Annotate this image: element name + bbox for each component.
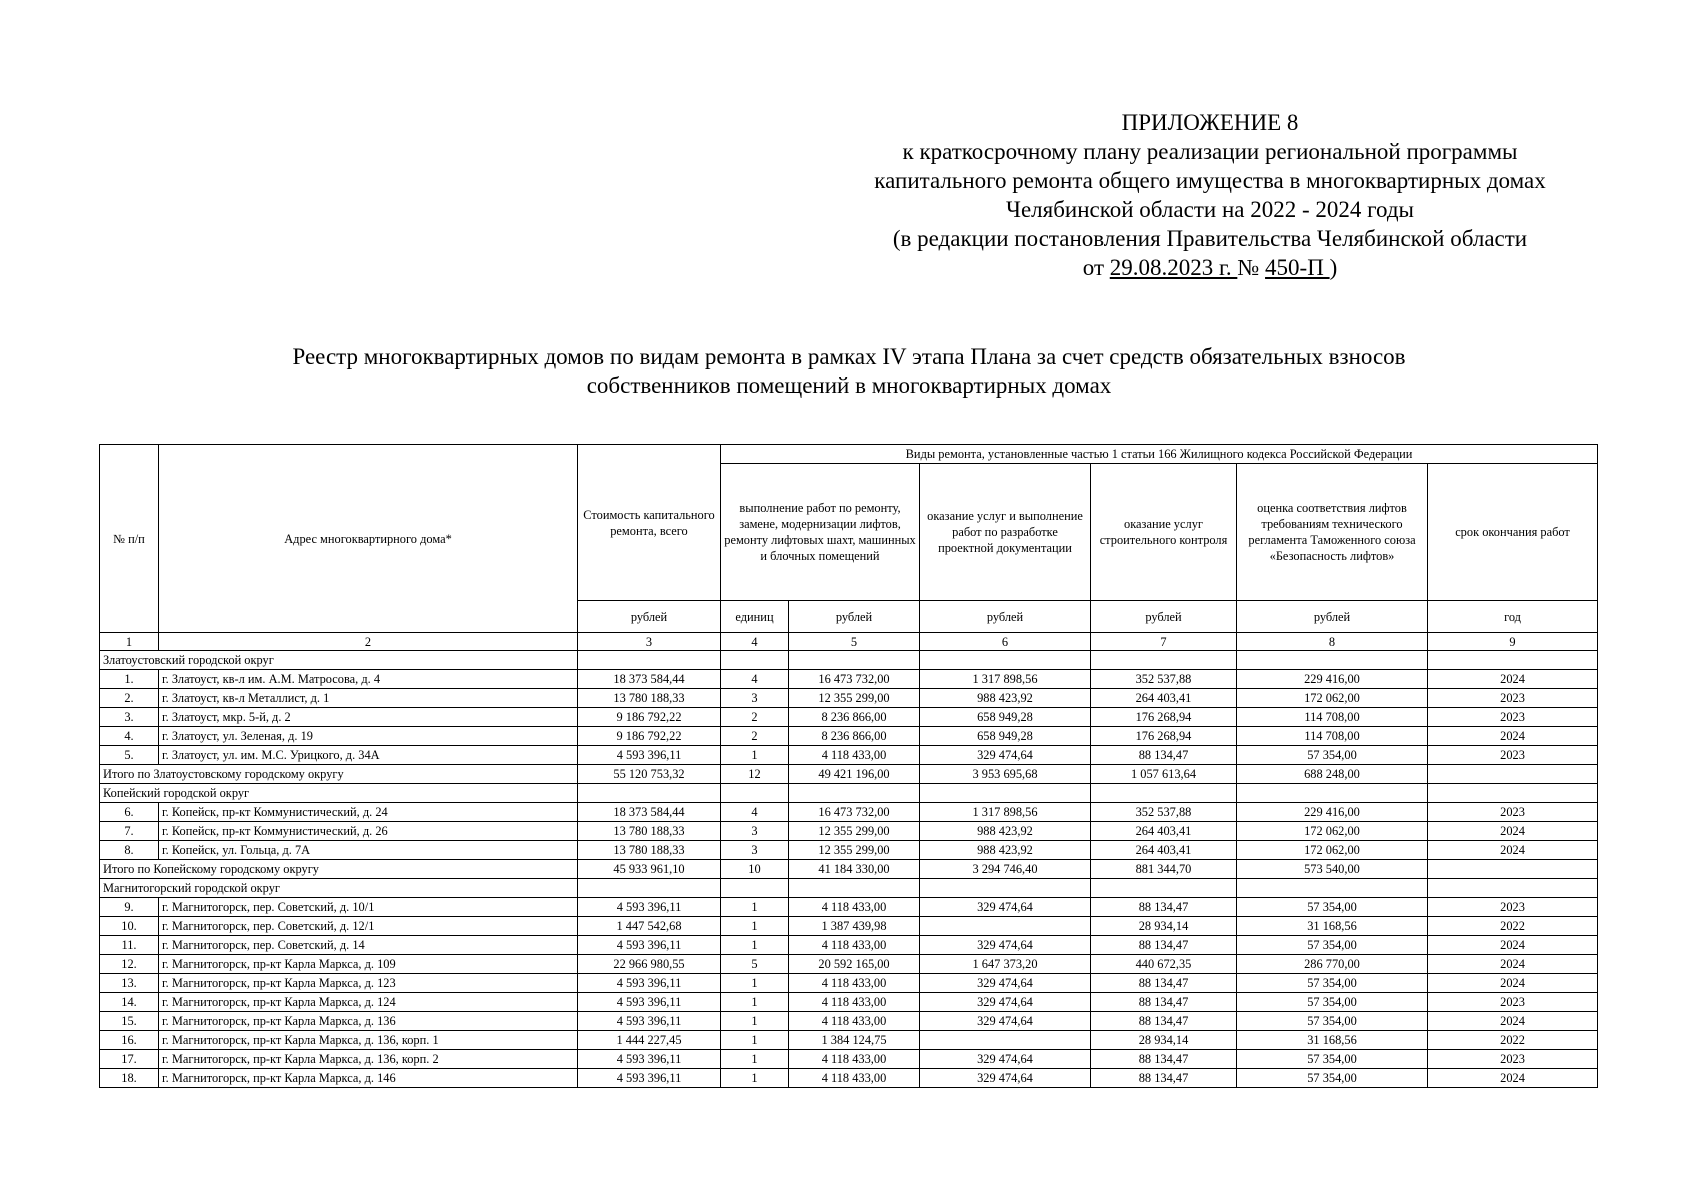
total-cell: 49 421 196,00 — [789, 765, 920, 784]
total-cell — [1428, 765, 1598, 784]
table-cell: 88 134,47 — [1091, 974, 1237, 993]
table-cell: г. Магнитогорск, пр-кт Карла Маркса, д. 123 — [159, 974, 578, 993]
table-cell: 2023 — [1428, 898, 1598, 917]
table-row — [100, 727, 1598, 746]
column-number: 1 — [100, 633, 159, 651]
empty-cell — [789, 651, 920, 670]
table-cell: 4 118 433,00 — [789, 746, 920, 765]
table-row — [100, 1050, 1598, 1069]
column-number: 9 — [1428, 633, 1598, 651]
total-label: Итого по Златоустовскому городскому округу — [100, 765, 578, 784]
table-cell: 1. — [100, 670, 159, 689]
table-cell: 88 134,47 — [1091, 746, 1237, 765]
table-cell: 28 934,14 — [1091, 1031, 1237, 1050]
table-cell: г. Златоуст, кв-л Металлист, д. 1 — [159, 689, 578, 708]
header-num: № п/п — [100, 445, 159, 633]
table-cell: 4 118 433,00 — [789, 1012, 920, 1031]
document-title-line-1: Реестр многоквартирных домов по видам ремонта в рамках IV этапа Плана за счет средств обязательных взносов — [292, 344, 1406, 369]
table-cell: 10. — [100, 917, 159, 936]
appendix-date-prefix: от — [1082, 255, 1110, 280]
table-cell: 4 593 396,11 — [578, 1050, 721, 1069]
table-cell: 1 — [721, 1050, 789, 1069]
appendix-line-4: Челябинской области на 2022 - 2024 годы — [1006, 197, 1414, 222]
table-cell: 329 474,64 — [920, 1050, 1091, 1069]
table-cell: 12 355 299,00 — [789, 689, 920, 708]
table-cell: 57 354,00 — [1237, 746, 1428, 765]
table-row — [100, 1012, 1598, 1031]
table-cell: 2 — [721, 727, 789, 746]
table-cell: 18. — [100, 1069, 159, 1088]
empty-cell — [920, 784, 1091, 803]
table-cell: 9 186 792,22 — [578, 708, 721, 727]
table-cell: 1 — [721, 993, 789, 1012]
empty-cell — [1091, 651, 1237, 670]
table-cell: 57 354,00 — [1237, 993, 1428, 1012]
appendix-line-5: (в редакции постановления Правительства Челябинской области — [892, 226, 1528, 251]
empty-cell — [789, 879, 920, 898]
table-cell: 12. — [100, 955, 159, 974]
table-cell: 4 — [721, 803, 789, 822]
table-cell: 18 373 584,44 — [578, 803, 721, 822]
empty-cell — [1428, 879, 1598, 898]
table-cell: г. Магнитогорск, пр-кт Карла Маркса, д. 136, корп. 2 — [159, 1050, 578, 1069]
table-cell: г. Копейск, пр-кт Коммунистический, д. 24 — [159, 803, 578, 822]
total-row — [100, 860, 1598, 879]
table-cell: 1 384 124,75 — [789, 1031, 920, 1050]
unit-lifts-work: рублей — [789, 601, 920, 633]
table-cell: г. Магнитогорск, пер. Советский, д. 10/1 — [159, 898, 578, 917]
table-cell: 2024 — [1428, 936, 1598, 955]
table-cell: 2 — [721, 708, 789, 727]
table-cell: 4 593 396,11 — [578, 1069, 721, 1088]
table-cell: 5. — [100, 746, 159, 765]
empty-cell — [1428, 784, 1598, 803]
table-cell: 176 268,94 — [1091, 727, 1237, 746]
table-cell: 13 780 188,33 — [578, 689, 721, 708]
total-label: Итого по Копейскому городскому округу — [100, 860, 578, 879]
unit-construction-control: рублей — [1091, 601, 1237, 633]
table-cell: 114 708,00 — [1237, 708, 1428, 727]
table-cell: 9. — [100, 898, 159, 917]
table-cell: г. Златоуст, кв-л им. А.М. Матросова, д. 4 — [159, 670, 578, 689]
header-deadline: срок окончания работ — [1428, 464, 1598, 601]
table-cell: 2023 — [1428, 746, 1598, 765]
header-address: Адрес многоквартирного дома* — [159, 445, 578, 633]
table-cell: 1 — [721, 936, 789, 955]
table-cell: 988 423,92 — [920, 841, 1091, 860]
table-cell: 3. — [100, 708, 159, 727]
table-cell: 1 444 227,45 — [578, 1031, 721, 1050]
table-cell: 3 — [721, 822, 789, 841]
table-row — [100, 670, 1598, 689]
table-cell: 4 593 396,11 — [578, 746, 721, 765]
total-cell: 881 344,70 — [1091, 860, 1237, 879]
appendix-date: 29.08.2023 г. — [1109, 255, 1238, 280]
table-cell: 5 — [721, 955, 789, 974]
table-cell: 31 168,56 — [1237, 917, 1428, 936]
total-cell: 55 120 753,32 — [578, 765, 721, 784]
unit-cost-total: рублей — [578, 601, 721, 633]
unit-lift-assessment: рублей — [1237, 601, 1428, 633]
table-cell: 2022 — [1428, 917, 1598, 936]
table-row — [100, 917, 1598, 936]
table-cell: 6. — [100, 803, 159, 822]
table-cell: 1 317 898,56 — [920, 803, 1091, 822]
empty-cell — [721, 651, 789, 670]
table-cell: 329 474,64 — [920, 1012, 1091, 1031]
table-cell: 12 355 299,00 — [789, 822, 920, 841]
total-cell: 12 — [721, 765, 789, 784]
table-cell: 4 118 433,00 — [789, 1050, 920, 1069]
table-cell: 176 268,94 — [1091, 708, 1237, 727]
table-row — [100, 974, 1598, 993]
table-cell: 4 593 396,11 — [578, 936, 721, 955]
table-cell: 1 — [721, 974, 789, 993]
table-cell: 4 118 433,00 — [789, 974, 920, 993]
table-row — [100, 689, 1598, 708]
table-cell: 1 — [721, 1031, 789, 1050]
table-cell: 172 062,00 — [1237, 689, 1428, 708]
table-cell: 2024 — [1428, 822, 1598, 841]
table-cell: 2022 — [1428, 1031, 1598, 1050]
table-cell: 1 — [721, 898, 789, 917]
empty-cell — [578, 651, 721, 670]
document-title — [0, 342, 1698, 400]
table-cell: 1 — [721, 1069, 789, 1088]
table-cell: 16 473 732,00 — [789, 803, 920, 822]
table-header — [100, 445, 1598, 651]
table-cell: 2023 — [1428, 1050, 1598, 1069]
table-cell: 658 949,28 — [920, 727, 1091, 746]
table-cell: 2024 — [1428, 1069, 1598, 1088]
table-cell: 4 593 396,11 — [578, 1012, 721, 1031]
table-cell: 229 416,00 — [1237, 803, 1428, 822]
empty-cell — [578, 879, 721, 898]
table-cell: 4 593 396,11 — [578, 993, 721, 1012]
table-cell: 16 473 732,00 — [789, 670, 920, 689]
table-cell: 31 168,56 — [1237, 1031, 1428, 1050]
table-cell: 114 708,00 — [1237, 727, 1428, 746]
empty-cell — [1237, 879, 1428, 898]
header-lift-assessment: оценка соответствия лифтов требованиям технического регламента Таможенного союза «Безопасность лифтов» — [1237, 464, 1428, 601]
table-cell: 11. — [100, 936, 159, 955]
document-title-line-2: собственников помещений в многоквартирных домах — [586, 373, 1112, 398]
table-cell: 88 134,47 — [1091, 993, 1237, 1012]
table-cell: 286 770,00 — [1237, 955, 1428, 974]
total-cell: 3 294 746,40 — [920, 860, 1091, 879]
empty-cell — [1428, 651, 1598, 670]
unit-lifts-count: единиц — [721, 601, 789, 633]
table-cell: 1 387 439,98 — [789, 917, 920, 936]
table-cell: 2. — [100, 689, 159, 708]
table-row — [100, 955, 1598, 974]
empty-cell — [1091, 879, 1237, 898]
table-cell: 57 354,00 — [1237, 936, 1428, 955]
table-cell: 264 403,41 — [1091, 841, 1237, 860]
table-row — [100, 898, 1598, 917]
unit-design-docs: рублей — [920, 601, 1091, 633]
table-cell: 1 647 373,20 — [920, 955, 1091, 974]
empty-cell — [920, 879, 1091, 898]
table-cell: 13 780 188,33 — [578, 841, 721, 860]
section-name: Магнитогорский городской округ — [100, 879, 578, 898]
column-number: 7 — [1091, 633, 1237, 651]
table-cell: 352 537,88 — [1091, 803, 1237, 822]
total-cell: 688 248,00 — [1237, 765, 1428, 784]
table-cell: г. Магнитогорск, пер. Советский, д. 12/1 — [159, 917, 578, 936]
empty-cell — [789, 784, 920, 803]
table-row — [100, 822, 1598, 841]
table-cell: 22 966 980,55 — [578, 955, 721, 974]
table-row — [100, 1031, 1598, 1050]
empty-cell — [721, 784, 789, 803]
header-construction-control: оказание услуг строительного контроля — [1091, 464, 1237, 601]
header-design-docs: оказание услуг и выполнение работ по разработке проектной документации — [920, 464, 1091, 601]
table-row — [100, 841, 1598, 860]
header-lifts-work: выполнение работ по ремонту, замене, модернизации лифтов, ремонту лифтовых шахт, машинных и блочных помещений — [721, 464, 920, 601]
header-repair-kinds: Виды ремонта, установленные частью 1 статьи 166 Жилищного кодекса Российской Федерации — [721, 445, 1598, 464]
section-row — [100, 784, 1598, 803]
table-row — [100, 746, 1598, 765]
table-cell: 329 474,64 — [920, 974, 1091, 993]
table-cell: г. Магнитогорск, пр-кт Карла Маркса, д. 109 — [159, 955, 578, 974]
table-cell: 352 537,88 — [1091, 670, 1237, 689]
total-cell: 41 184 330,00 — [789, 860, 920, 879]
table-cell: 2023 — [1428, 803, 1598, 822]
table-cell: 15. — [100, 1012, 159, 1031]
table-cell: 172 062,00 — [1237, 822, 1428, 841]
table-cell: 264 403,41 — [1091, 822, 1237, 841]
table-cell: 7. — [100, 822, 159, 841]
table-cell: 57 354,00 — [1237, 898, 1428, 917]
table-cell: 2024 — [1428, 974, 1598, 993]
table-cell: 88 134,47 — [1091, 1012, 1237, 1031]
table-cell: 14. — [100, 993, 159, 1012]
table-cell: 329 474,64 — [920, 898, 1091, 917]
table-cell: 13. — [100, 974, 159, 993]
table-cell: 2023 — [1428, 993, 1598, 1012]
table-row — [100, 936, 1598, 955]
appendix-number-sign: № — [1237, 255, 1266, 280]
table-cell: г. Магнитогорск, пр-кт Карла Маркса, д. 124 — [159, 993, 578, 1012]
appendix-line-6 — [760, 253, 1660, 282]
table-cell: г. Магнитогорск, пр-кт Карла Маркса, д. 136 — [159, 1012, 578, 1031]
table-cell: 4 118 433,00 — [789, 1069, 920, 1088]
table-cell: 1 — [721, 746, 789, 765]
table-row — [100, 1069, 1598, 1088]
table-cell: 88 134,47 — [1091, 1069, 1237, 1088]
table-cell: 57 354,00 — [1237, 1012, 1428, 1031]
table-cell: г. Магнитогорск, пер. Советский, д. 14 — [159, 936, 578, 955]
table-cell: 658 949,28 — [920, 708, 1091, 727]
appendix-line-3: капитального ремонта общего имущества в многоквартирных домах — [874, 168, 1546, 193]
table-cell: 329 474,64 — [920, 936, 1091, 955]
column-number: 8 — [1237, 633, 1428, 651]
table-cell: 329 474,64 — [920, 746, 1091, 765]
table-cell: 440 672,35 — [1091, 955, 1237, 974]
table-cell: г. Магнитогорск, пр-кт Карла Маркса, д. 136, корп. 1 — [159, 1031, 578, 1050]
appendix-resolution-number: 450-П — [1265, 255, 1330, 280]
table-cell: г. Златоуст, ул. Зеленая, д. 19 — [159, 727, 578, 746]
total-row — [100, 765, 1598, 784]
table-cell: 57 354,00 — [1237, 1050, 1428, 1069]
table-cell: г. Копейск, пр-кт Коммунистический, д. 26 — [159, 822, 578, 841]
total-cell: 10 — [721, 860, 789, 879]
section-name: Копейский городской округ — [100, 784, 578, 803]
table-cell: 988 423,92 — [920, 689, 1091, 708]
table-cell: г. Златоуст, ул. им. М.С. Урицкого, д. 34А — [159, 746, 578, 765]
unit-deadline: год — [1428, 601, 1598, 633]
table-cell: 8 236 866,00 — [789, 727, 920, 746]
table-cell — [920, 1031, 1091, 1050]
header-cost-total: Стоимость капитального ремонта, всего — [578, 445, 721, 601]
table-cell: г. Копейск, ул. Гольца, д. 7А — [159, 841, 578, 860]
empty-cell — [1237, 651, 1428, 670]
column-number: 2 — [159, 633, 578, 651]
table-cell: 2024 — [1428, 1012, 1598, 1031]
table-row — [100, 993, 1598, 1012]
table-cell: 264 403,41 — [1091, 689, 1237, 708]
table-cell: 8 236 866,00 — [789, 708, 920, 727]
table-cell: 988 423,92 — [920, 822, 1091, 841]
table-cell: 3 — [721, 841, 789, 860]
table-cell: 57 354,00 — [1237, 974, 1428, 993]
table-row — [100, 803, 1598, 822]
table-cell: 2023 — [1428, 689, 1598, 708]
section-name: Златоустовский городской округ — [100, 651, 578, 670]
table-cell: 4 — [721, 670, 789, 689]
total-cell: 573 540,00 — [1237, 860, 1428, 879]
registry-table — [99, 444, 1598, 1088]
column-number: 3 — [578, 633, 721, 651]
empty-cell — [920, 651, 1091, 670]
appendix-line-1: ПРИЛОЖЕНИЕ 8 — [1121, 110, 1299, 135]
table-cell: 4 593 396,11 — [578, 898, 721, 917]
total-cell: 3 953 695,68 — [920, 765, 1091, 784]
empty-cell — [1237, 784, 1428, 803]
table-cell: 4. — [100, 727, 159, 746]
table-cell: 1 317 898,56 — [920, 670, 1091, 689]
table-cell: 2024 — [1428, 670, 1598, 689]
empty-cell — [721, 879, 789, 898]
table-cell: 13 780 188,33 — [578, 822, 721, 841]
table-cell: 12 355 299,00 — [789, 841, 920, 860]
table-cell: 1 — [721, 917, 789, 936]
table-cell: 4 593 396,11 — [578, 974, 721, 993]
column-number: 6 — [920, 633, 1091, 651]
total-cell — [1428, 860, 1598, 879]
table-body — [100, 651, 1598, 1088]
table-cell: 57 354,00 — [1237, 1069, 1428, 1088]
table-cell: 2024 — [1428, 841, 1598, 860]
appendix-date-suffix: ) — [1329, 255, 1338, 280]
table-cell: 9 186 792,22 — [578, 727, 721, 746]
table-cell: 16. — [100, 1031, 159, 1050]
table-cell: 4 118 433,00 — [789, 993, 920, 1012]
table-cell: 2024 — [1428, 955, 1598, 974]
column-number: 5 — [789, 633, 920, 651]
table-cell: 28 934,14 — [1091, 917, 1237, 936]
table-cell: 17. — [100, 1050, 159, 1069]
table-cell — [920, 917, 1091, 936]
column-number: 4 — [721, 633, 789, 651]
table-cell: 229 416,00 — [1237, 670, 1428, 689]
total-cell: 45 933 961,10 — [578, 860, 721, 879]
table-cell: 88 134,47 — [1091, 936, 1237, 955]
table-cell: 3 — [721, 689, 789, 708]
total-cell: 1 057 613,64 — [1091, 765, 1237, 784]
table-cell: 8. — [100, 841, 159, 860]
table-cell: 1 — [721, 1012, 789, 1031]
table-cell: 20 592 165,00 — [789, 955, 920, 974]
table-cell: 329 474,64 — [920, 993, 1091, 1012]
section-row — [100, 879, 1598, 898]
table-row — [100, 708, 1598, 727]
empty-cell — [578, 784, 721, 803]
table-cell: 88 134,47 — [1091, 1050, 1237, 1069]
table-cell: г. Магнитогорск, пр-кт Карла Маркса, д. 146 — [159, 1069, 578, 1088]
table-cell: 18 373 584,44 — [578, 670, 721, 689]
appendix-heading — [760, 108, 1660, 282]
table-cell: 1 447 542,68 — [578, 917, 721, 936]
table-cell: г. Златоуст, мкр. 5-й, д. 2 — [159, 708, 578, 727]
table-cell: 4 118 433,00 — [789, 898, 920, 917]
section-row — [100, 651, 1598, 670]
table-cell: 88 134,47 — [1091, 898, 1237, 917]
empty-cell — [1091, 784, 1237, 803]
table-cell: 2023 — [1428, 708, 1598, 727]
appendix-line-2: к краткосрочному плану реализации региональной программы — [902, 139, 1518, 164]
table-cell: 172 062,00 — [1237, 841, 1428, 860]
table-cell: 2024 — [1428, 727, 1598, 746]
table-cell: 329 474,64 — [920, 1069, 1091, 1088]
table-cell: 4 118 433,00 — [789, 936, 920, 955]
